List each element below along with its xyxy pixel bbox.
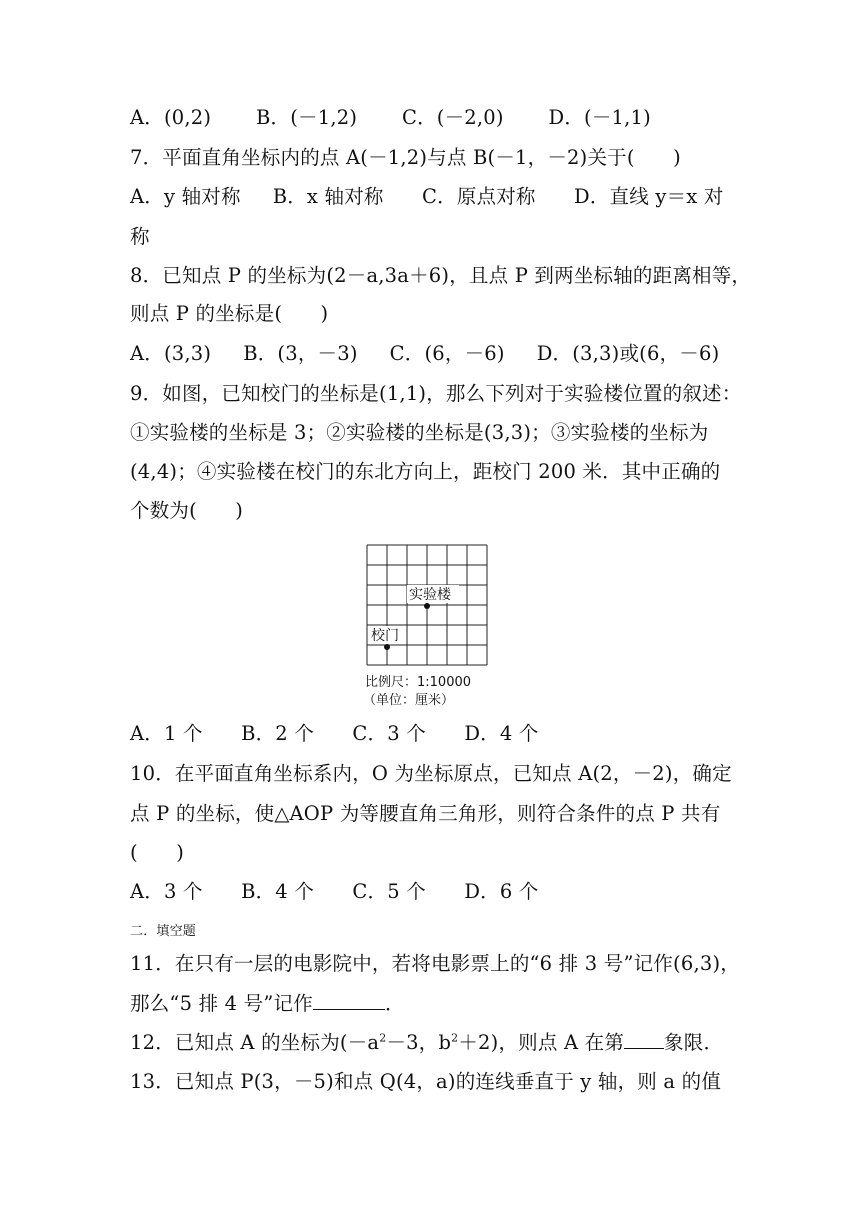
gate-label: 校门 (371, 628, 399, 644)
q12-text-1: 12．已知点 A 的坐标为(－a (130, 1031, 380, 1054)
q8-stem-cont: 则点 P 的坐标是( ) (130, 302, 329, 325)
q10-stem-cont-1: 点 P 的坐标，使△AOP 为等腰直角三角形，则符合条件的点 P 共有 (130, 802, 721, 825)
q12-stem (130, 1030, 723, 1055)
q12-text-3: ＋2)，则点 A 在第 (458, 1031, 625, 1054)
q9-stem-cont-3: 个数为( ) (130, 499, 244, 522)
unit-text: （单位：厘米） (363, 693, 455, 708)
scale-text: 比例尺：1:10000 (365, 675, 472, 690)
lab-point (424, 603, 430, 609)
q9-stem-cont-1: ①实验楼的坐标是 3；②实验楼的坐标是(3,3)；③实验楼的坐标为 (130, 421, 709, 444)
answer-blank (313, 991, 385, 1010)
exponent: 2 (379, 1031, 387, 1045)
q12-text-4: 象限． (664, 1031, 724, 1054)
q10-options: A．3 个 B．4 个 C．5 个 D．6 个 (130, 880, 539, 903)
q10-stem-cont-2: ( ) (130, 841, 185, 864)
q7-options: A．y 轴对称 B．x 轴对称 C．原点对称 D．直线 y＝x 对 (130, 185, 724, 208)
q11-stem-cont (130, 991, 405, 1016)
q7-options-wrap: 称 (130, 225, 150, 248)
answer-blank (624, 1030, 664, 1049)
q9-options: A．1 个 B．2 个 C．3 个 D．4 个 (130, 722, 539, 745)
q13-stem: 13．已知点 P(3，－5)和点 Q(4，a)的连线垂直于 y 轴，则 a 的值 (130, 1070, 722, 1093)
q12-text-2: －3，b (386, 1031, 452, 1054)
q8-options: A．(3,3) B．(3，－3) C．(6，－6) D．(3,3)或(6，－6) (130, 342, 720, 365)
q11-end: ． (384, 992, 405, 1015)
q7-stem: 7．平面直角坐标内的点 A(－1,2)与点 B(－1，－2)关于( ) (130, 146, 681, 169)
q9-stem-cont-2: (4,4)；④实验楼在校门的东北方向上，距校门 200 米．其中正确的 (130, 460, 721, 483)
exponent: 2 (451, 1031, 459, 1045)
q8-stem: 8．已知点 P 的坐标为(2－a,3a＋6)，且点 P 到两坐标轴的距离相等， (130, 264, 752, 287)
q9-stem: 9．如图，已知校门的坐标是(1,1)，那么下列对于实验楼位置的叙述： (130, 382, 742, 405)
lab-label: 实验楼 (409, 587, 451, 603)
q6-options: A．(0,2) B．(－1,2) C．(－2,0) D．(－1,1) (130, 106, 651, 129)
campus-grid-figure (358, 540, 502, 708)
gate-point (384, 644, 390, 650)
q11-stem: 11．在只有一层的电影院中，若将电影票上的“6 排 3 号”记作(6,3)， (130, 952, 740, 975)
q10-stem: 10．在平面直角坐标系内，O 为坐标原点，已知点 A(2，－2)，确定 (130, 762, 732, 785)
section-heading: 二．填空题 (130, 924, 197, 939)
q11-text: 那么“5 排 4 号”记作 (130, 992, 313, 1015)
